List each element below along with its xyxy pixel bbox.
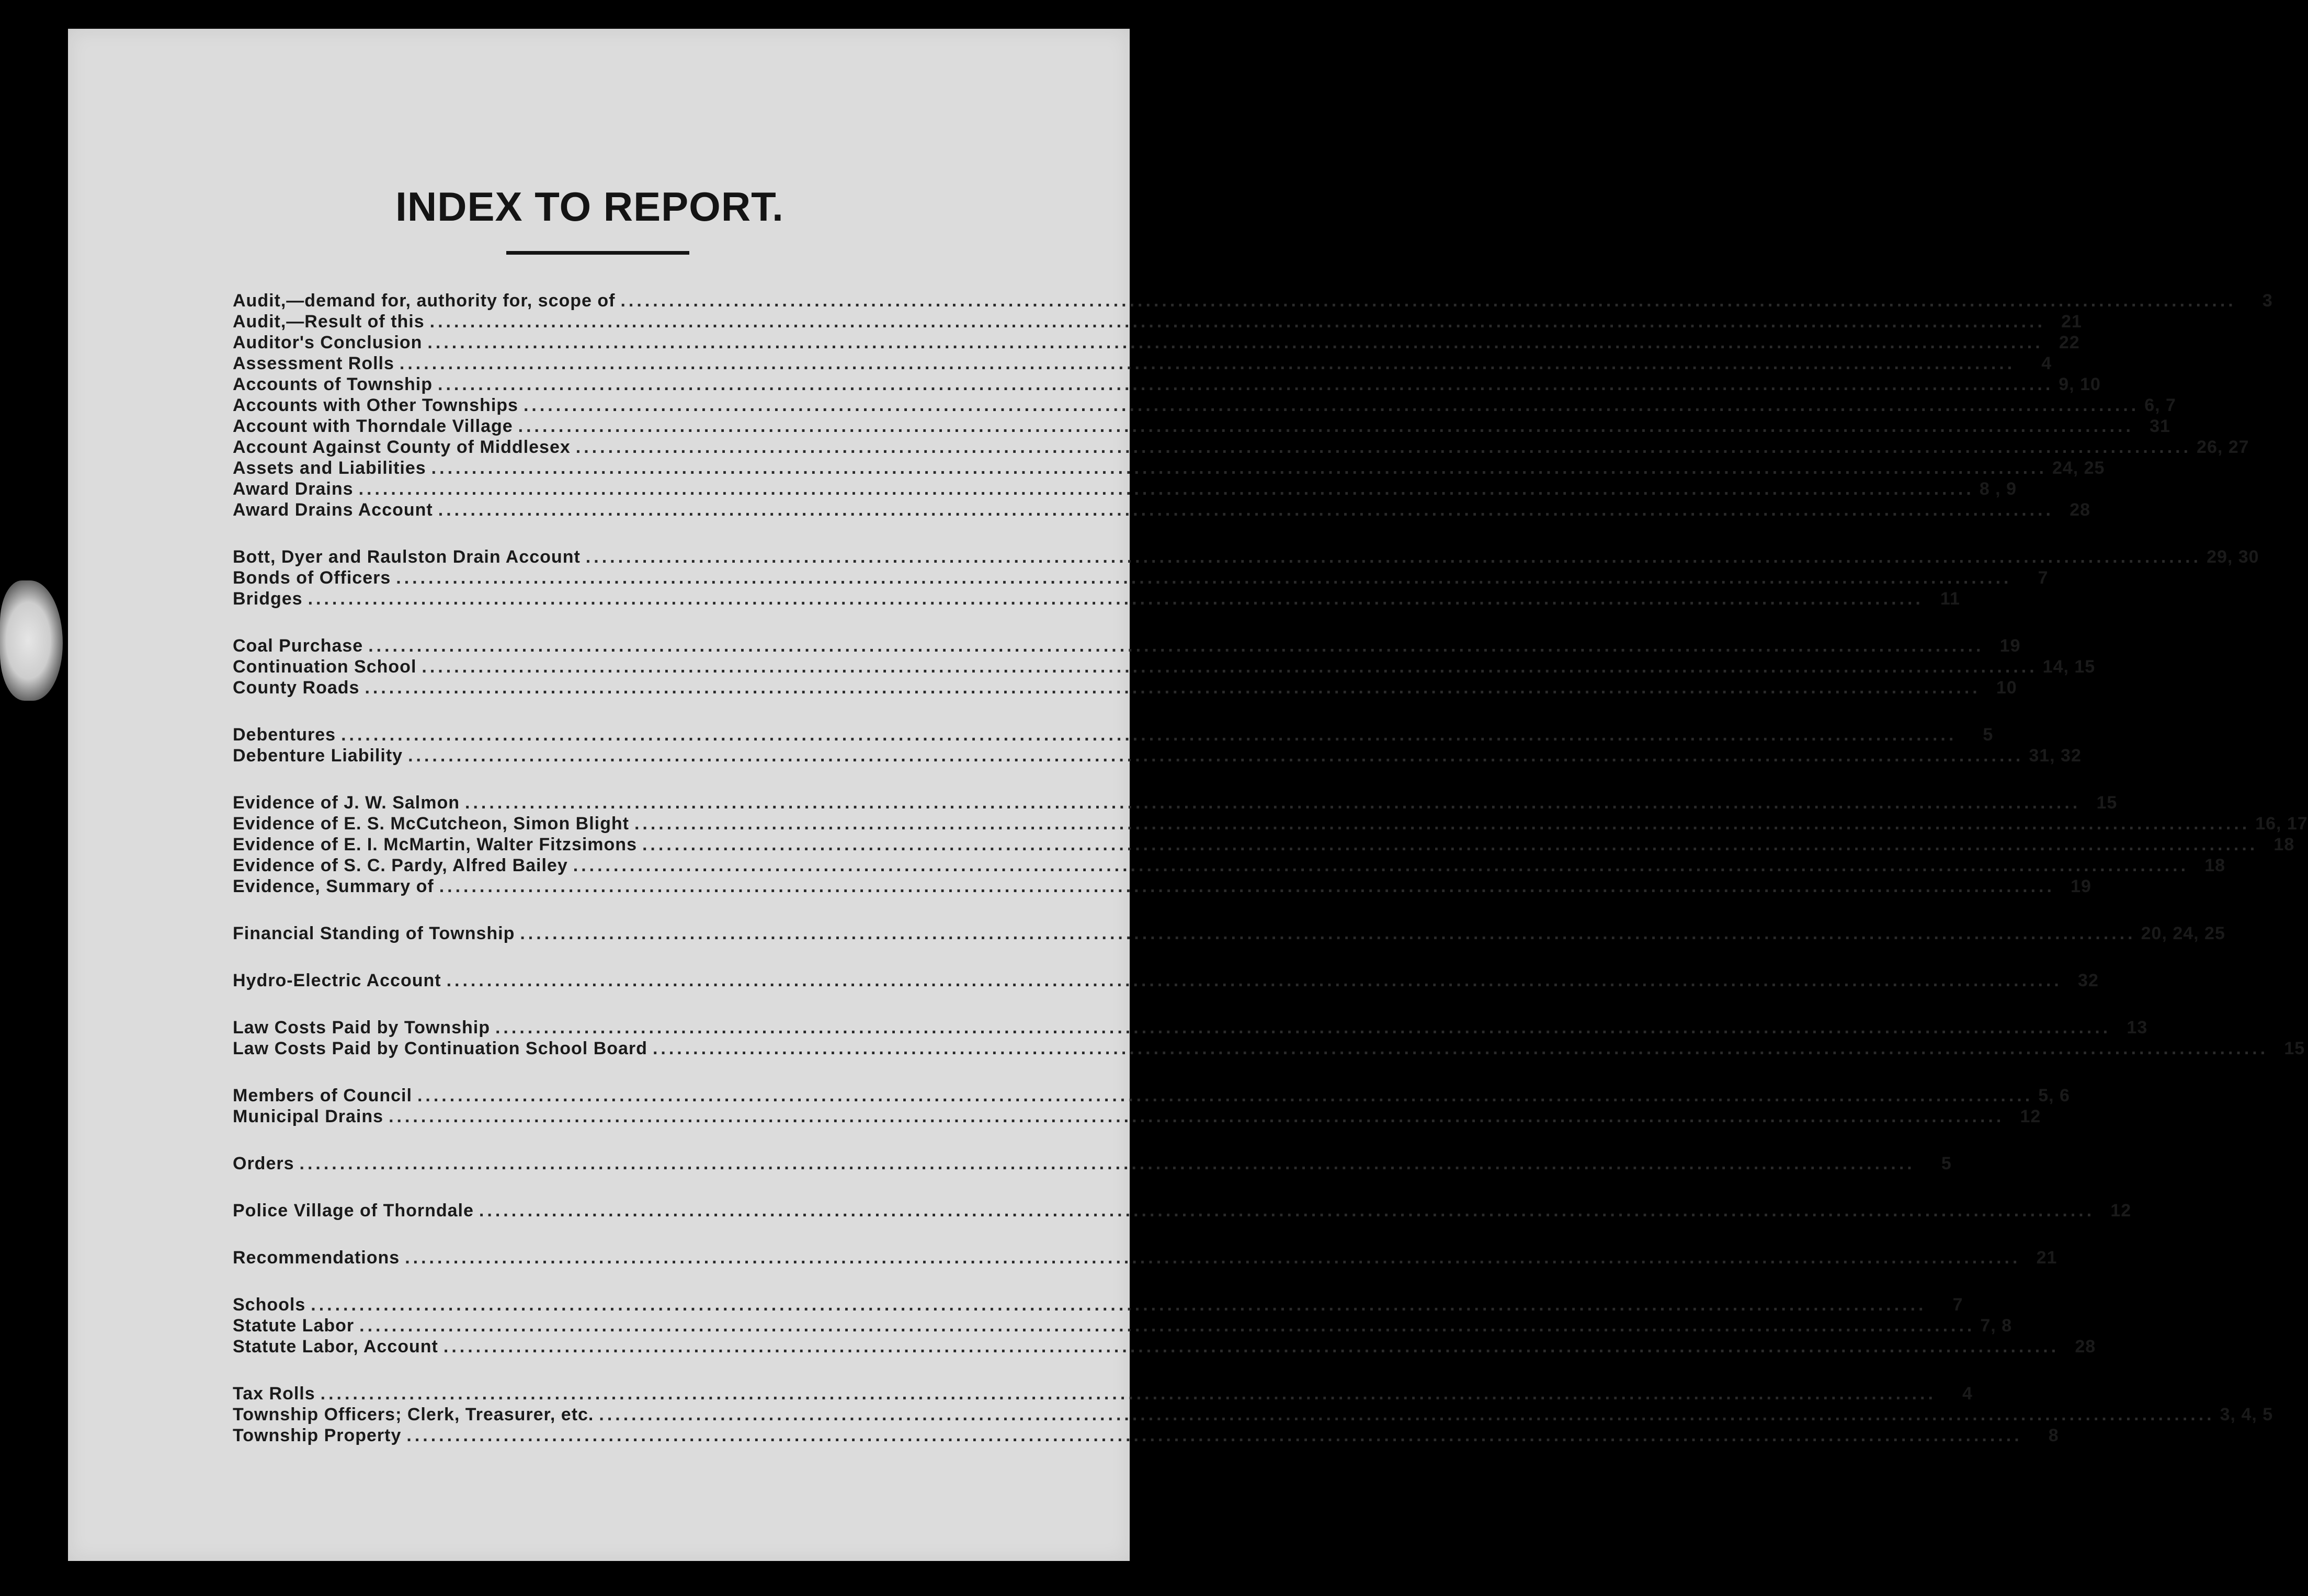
index-entry-pages: 5 xyxy=(1983,725,1994,745)
index-entry-label: Township Property xyxy=(233,1426,402,1445)
index-group xyxy=(233,636,2096,699)
index-entry xyxy=(233,657,2096,678)
dot-leader: ........................................................................................................................................................................................................ xyxy=(634,814,2250,834)
index-entry-pages: 8 xyxy=(2048,1426,2059,1445)
index-entry-label: Auditor's Conclusion xyxy=(233,333,423,352)
dot-leader: ........................................................................................................................................................................................................ xyxy=(438,374,2054,394)
index-entry xyxy=(233,636,2021,657)
dot-leader: ........................................................................................................................................................................................................ xyxy=(642,835,2258,854)
index-entry-label: Evidence of E. I. McMartin, Walter Fitzsimons xyxy=(233,835,637,854)
index-entry-pages: 20, 24, 25 xyxy=(2141,924,2225,943)
dot-leader: ........................................................................................................................................................................................................ xyxy=(465,793,2081,813)
index-entry-pages: 19 xyxy=(2071,876,2091,896)
index-entry-pages: 7 xyxy=(1952,1295,1963,1315)
index-entry-pages: 28 xyxy=(2075,1337,2096,1356)
dot-leader: ........................................................................................................................................................................................................ xyxy=(431,458,2047,478)
dot-leader: ........................................................................................................................................................................................................ xyxy=(446,971,2062,990)
index-entry-label: Recommendations xyxy=(233,1248,400,1268)
index-entry xyxy=(233,333,2080,354)
index-entry xyxy=(233,1316,2013,1337)
dot-leader: ........................................................................................................................................................................................................ xyxy=(620,291,2236,311)
index-group xyxy=(233,1018,2305,1059)
index-entry-label: Assets and Liabilities xyxy=(233,458,426,478)
dot-leader: ........................................................................................................................................................................................................ xyxy=(439,876,2055,896)
dot-leader: ........................................................................................................................................................................................................ xyxy=(341,725,1957,745)
index-entry-pages: 10 xyxy=(1996,678,2017,698)
index-entry xyxy=(233,1337,2096,1358)
index-entry-pages: 15 xyxy=(2096,793,2118,813)
index-entry xyxy=(233,479,2017,500)
index-entry-pages: 15 xyxy=(2284,1039,2305,1058)
index-entry-pages: 21 xyxy=(2061,312,2082,332)
dot-leader: ........................................................................................................................................................................................................ xyxy=(358,479,1974,499)
index-entry xyxy=(233,793,2118,814)
index-entry xyxy=(233,291,2273,312)
index-entry xyxy=(233,500,2091,521)
index-entry-pages: 28 xyxy=(2070,500,2091,520)
index-group xyxy=(233,1086,2070,1127)
index-entry xyxy=(233,395,2176,416)
dot-leader: ........................................................................................................................................................................................................ xyxy=(495,1018,2111,1038)
dot-leader: ........................................................................................................................................................................................................ xyxy=(599,1405,2215,1424)
index-entry xyxy=(233,1107,2041,1127)
index-entry-pages: 22 xyxy=(2059,333,2080,352)
index-group xyxy=(233,291,2273,521)
index-entry-label: Financial Standing of Township xyxy=(233,924,515,943)
index-entry-label: Coal Purchase xyxy=(233,636,363,656)
index-entry-pages: 21 xyxy=(2036,1248,2057,1268)
index-entry-pages: 7, 8 xyxy=(1980,1316,2013,1336)
index-entry xyxy=(233,1018,2148,1039)
index-entry-label: Members of Council xyxy=(233,1086,412,1105)
index-entry xyxy=(233,678,2017,699)
index-entry-label: Evidence, Summary of xyxy=(233,876,434,896)
index-entry xyxy=(233,924,2225,944)
index-entry xyxy=(233,416,2170,437)
dot-leader: ........................................................................................................................................................................................................ xyxy=(573,856,2189,875)
index-group xyxy=(233,1295,2096,1358)
index-entry-label: Law Costs Paid by Township xyxy=(233,1018,490,1038)
index-entry-pages: 4 xyxy=(2041,354,2052,373)
index-entry-label: Continuation School xyxy=(233,657,417,677)
index-entry-label: County Roads xyxy=(233,678,360,698)
index-group xyxy=(233,1201,2132,1222)
index-entry-label: Statute Labor, Account xyxy=(233,1337,438,1356)
index-group xyxy=(233,547,2259,610)
dot-leader: ........................................................................................................................................................................................................ xyxy=(311,1295,1927,1315)
index-entry-label: Award Drains xyxy=(233,479,354,499)
index-entry-label: Assessment Rolls xyxy=(233,354,394,373)
dot-leader: ........................................................................................................................................................................................................ xyxy=(396,568,2012,588)
index-entry-pages: 12 xyxy=(2020,1107,2041,1126)
index-entry-pages: 11 xyxy=(1940,589,1960,609)
index-entry-pages: 8 , 9 xyxy=(1979,479,2017,499)
index-group xyxy=(233,793,2308,897)
index-entry xyxy=(233,1384,1973,1405)
index-group xyxy=(233,725,2082,767)
index-entry-pages: 29, 30 xyxy=(2207,547,2259,567)
index-entry-label: Bridges xyxy=(233,589,303,609)
index-entry-label: Tax Rolls xyxy=(233,1384,315,1404)
index-entry-pages: 14, 15 xyxy=(2042,657,2096,677)
index-entry xyxy=(233,458,2105,479)
dot-leader: ........................................................................................................................................................................................................ xyxy=(405,1248,2021,1268)
index-entry-pages: 3, 4, 5 xyxy=(2220,1405,2273,1424)
index-entry xyxy=(233,1405,2273,1426)
index-entry-label: Award Drains Account xyxy=(233,500,433,520)
index-entry-label: Evidence of E. S. McCutcheon, Simon Blight xyxy=(233,814,629,834)
index-entry-pages: 5 xyxy=(1941,1154,1952,1173)
index-entry xyxy=(233,1039,2305,1059)
index-entry-pages: 7 xyxy=(2038,568,2049,588)
index-entry-label: Orders xyxy=(233,1154,294,1173)
dot-leader: ........................................................................................................................................................................................................ xyxy=(408,746,2024,766)
index-entry xyxy=(233,1086,2070,1107)
index-entry-pages: 4 xyxy=(1962,1384,1973,1404)
dot-leader: ........................................................................................................................................................................................................ xyxy=(320,1384,1936,1404)
index-entry-label: Account with Thorndale Village xyxy=(233,416,513,436)
dot-leader: ........................................................................................................................................................................................................ xyxy=(389,1107,2005,1126)
index-entry xyxy=(233,354,2052,374)
index-entry-label: Accounts with Other Townships xyxy=(233,395,518,415)
dot-leader: ........................................................................................................................................................................................................ xyxy=(652,1039,2269,1058)
index-group xyxy=(233,1384,2273,1446)
dot-leader: ........................................................................................................................................................................................................ xyxy=(399,354,2016,373)
index-entry xyxy=(233,814,2308,835)
index-entry xyxy=(233,374,2101,395)
dot-leader: ........................................................................................................................................................................................................ xyxy=(438,500,2054,520)
index-entry-pages: 24, 25 xyxy=(2052,458,2105,478)
index-entry xyxy=(233,1248,2057,1269)
index-entry xyxy=(233,856,2226,876)
index-entry xyxy=(233,876,2091,897)
index-entry xyxy=(233,547,2259,568)
dot-leader: ........................................................................................................................................................................................................ xyxy=(523,395,2140,415)
index-entry-label: Evidence of S. C. Pardy, Alfred Bailey xyxy=(233,856,568,875)
index-entry-pages: 12 xyxy=(2110,1201,2132,1221)
index-entry xyxy=(233,746,2082,767)
index-entry-pages: 6, 7 xyxy=(2144,395,2176,415)
index-entry xyxy=(233,437,2249,458)
index-entry-label: Bonds of Officers xyxy=(233,568,391,588)
index-entry xyxy=(233,568,2049,589)
dot-leader: ........................................................................................................................................................................................................ xyxy=(443,1337,2060,1356)
dot-leader: ........................................................................................................................................................................................................ xyxy=(429,312,2045,332)
index-entry-pages: 26, 27 xyxy=(2197,437,2249,457)
dot-leader: ........................................................................................................................................................................................................ xyxy=(417,1086,2033,1105)
index-group xyxy=(233,1248,2057,1269)
dot-leader: ........................................................................................................................................................................................................ xyxy=(365,678,1981,698)
page-title: INDEX TO REPORT. xyxy=(395,184,784,230)
index-entry-pages: 18 xyxy=(2204,856,2226,875)
index-entry-label: Township Officers; Clerk, Treasurer, etc. xyxy=(233,1405,594,1424)
index-entry-label: Debentures xyxy=(233,725,336,745)
dot-leader: ........................................................................................................................................................................................................ xyxy=(520,924,2136,943)
index-entry-label: Evidence of J. W. Salmon xyxy=(233,793,460,813)
index-entry xyxy=(233,971,2099,991)
index-entry-label: Municipal Drains xyxy=(233,1107,384,1126)
index-group xyxy=(233,1154,1952,1175)
title-underline xyxy=(506,251,689,255)
index-entry-pages: 19 xyxy=(1999,636,2021,656)
index-group xyxy=(233,971,2099,991)
index-entry-pages: 32 xyxy=(2078,971,2099,990)
dot-leader: ........................................................................................................................................................................................................ xyxy=(479,1201,2095,1221)
index-entry-label: Account Against County of Middlesex xyxy=(233,437,571,457)
dot-leader: ........................................................................................................................................................................................................ xyxy=(308,589,1924,609)
dot-leader: ........................................................................................................................................................................................................ xyxy=(518,416,2134,436)
index-entry-label: Statute Labor xyxy=(233,1316,355,1336)
dot-leader: ........................................................................................................................................................................................................ xyxy=(359,1316,1975,1336)
dot-leader: ........................................................................................................................................................................................................ xyxy=(575,437,2192,457)
index-entry xyxy=(233,589,1960,610)
index-entry xyxy=(233,312,2082,333)
index-entry xyxy=(233,1426,2059,1446)
index-entry-label: Hydro-Electric Account xyxy=(233,971,441,990)
index-entry-pages: 9, 10 xyxy=(2059,374,2101,394)
index-entry xyxy=(233,725,1994,746)
index-entry-label: Law Costs Paid by Continuation School Board xyxy=(233,1039,647,1058)
index-entry-label: Debenture Liability xyxy=(233,746,403,766)
index-entry-pages: 31, 32 xyxy=(2029,746,2082,766)
index-entry-label: Bott, Dyer and Raulston Drain Account xyxy=(233,547,581,567)
index-entry-pages: 3 xyxy=(2262,291,2273,311)
index-entry-pages: 13 xyxy=(2127,1018,2148,1038)
dot-leader: ........................................................................................................................................................................................................ xyxy=(585,547,2202,567)
index-entry-pages: 31 xyxy=(2150,416,2170,436)
dot-leader: ........................................................................................................................................................................................................ xyxy=(427,333,2043,352)
dot-leader: ........................................................................................................................................................................................................ xyxy=(422,657,2038,677)
dot-leader: ........................................................................................................................................................................................................ xyxy=(299,1154,1915,1173)
index-entry xyxy=(233,835,2295,856)
index-entry-label: Accounts of Township xyxy=(233,374,433,394)
index-entry xyxy=(233,1201,2132,1222)
index-entry-pages: 18 xyxy=(2273,835,2295,854)
index-entry-label: Schools xyxy=(233,1295,306,1315)
index-entry-label: Audit,—demand for, authority for, scope of xyxy=(233,291,616,311)
paper-damage-mark xyxy=(0,580,63,701)
index-entry-pages: 5, 6 xyxy=(2038,1086,2070,1105)
index-group xyxy=(233,924,2225,944)
index-entry xyxy=(233,1154,1952,1175)
index-entry-label: Audit,—Result of this xyxy=(233,312,425,332)
index-entry xyxy=(233,1295,1963,1316)
dot-leader: ........................................................................................................................................................................................................ xyxy=(406,1426,2022,1445)
dot-leader: ........................................................................................................................................................................................................ xyxy=(368,636,1984,656)
index-entry-pages: 16, 17 xyxy=(2255,814,2308,834)
index-list xyxy=(233,291,2308,1473)
index-entry-label: Police Village of Thorndale xyxy=(233,1201,474,1221)
